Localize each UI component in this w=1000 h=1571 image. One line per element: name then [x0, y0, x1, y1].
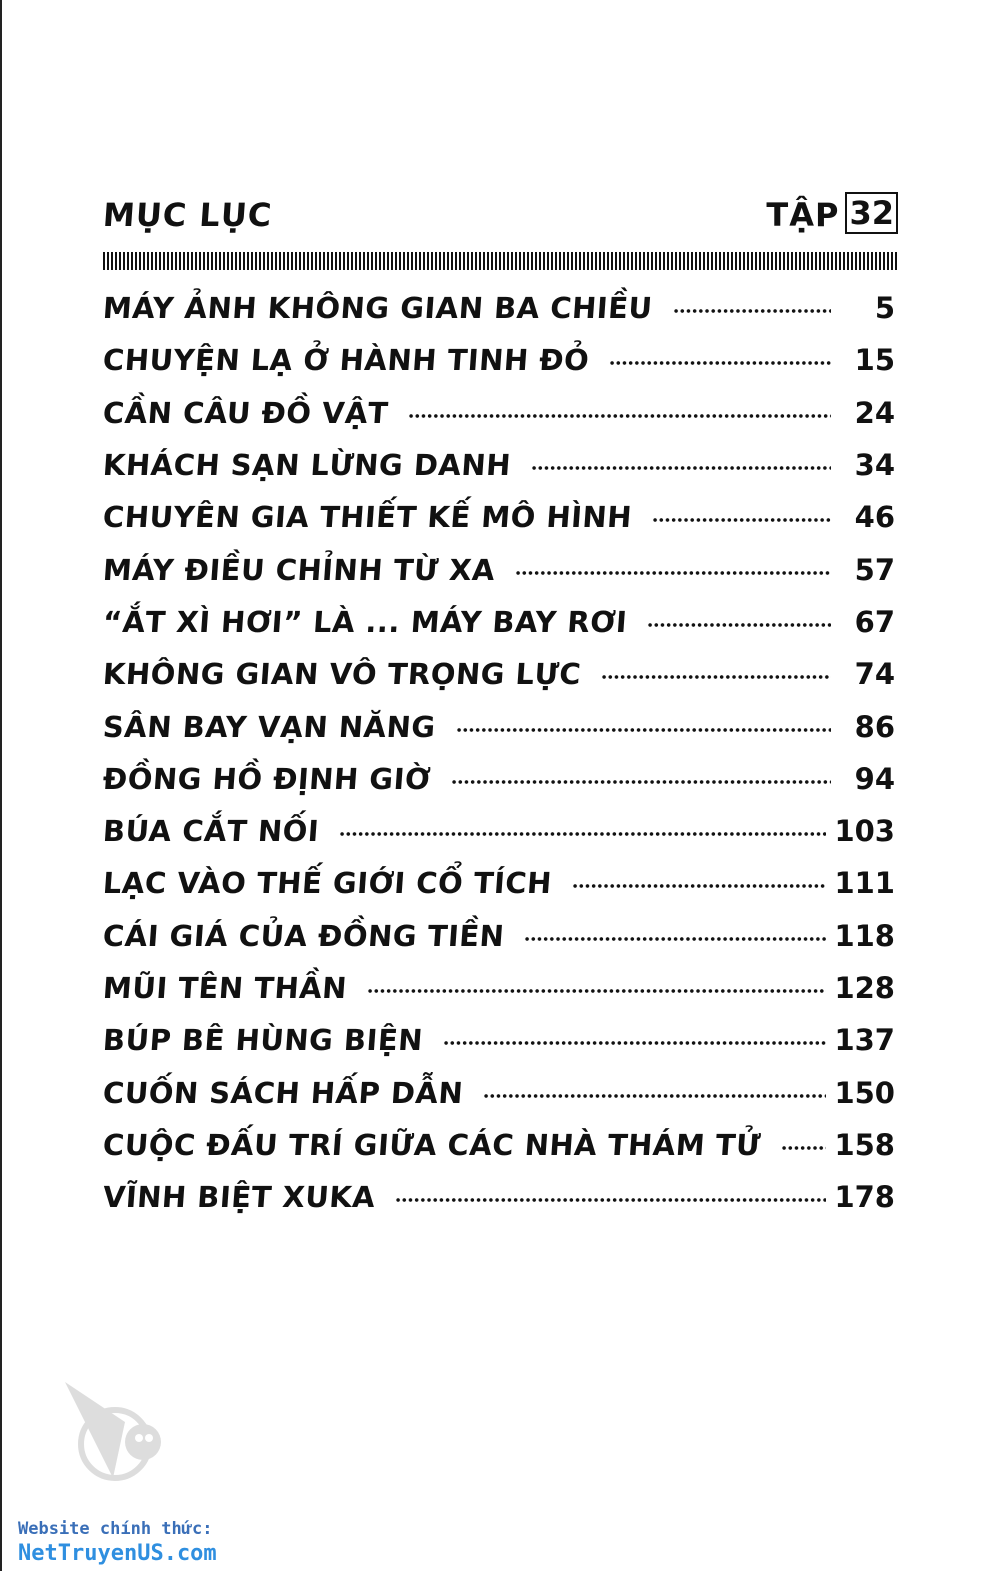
toc-entry-page-number: 128 [834, 971, 895, 1005]
toc-entry-title: CẦN CÂU ĐỒ VẬT [101, 395, 390, 430]
toc-entry-title: CHUYÊN GIA THIẾT KẾ MÔ HÌNH [101, 500, 634, 535]
toc-entry-page-number: 34 [854, 448, 895, 483]
toc-entry[interactable] [103, 910, 895, 962]
page-edge [0, 0, 2, 1571]
toc-entry-page-number: 137 [834, 1023, 895, 1058]
toc-entry[interactable] [103, 596, 895, 648]
toc-entry-page-number: 24 [854, 395, 895, 430]
toc-entry-title: CUỘC ĐẤU TRÍ GIỮA CÁC NHÀ THÁM TỬ [101, 1127, 762, 1162]
toc-leader-dots [408, 413, 831, 419]
footer-website-link[interactable]: NetTruyenUS.com [18, 1541, 217, 1566]
toc-entry[interactable] [103, 857, 895, 909]
toc-entry-page-number: 74 [854, 657, 895, 692]
toc-leader-dots [652, 517, 831, 523]
toc-entry-page-number: 57 [854, 552, 895, 587]
toc-leader-dots [339, 831, 826, 837]
toc-entry-page-number: 118 [834, 918, 895, 953]
table-of-contents [103, 282, 895, 1223]
volume-indicator [766, 192, 898, 234]
toc-entry-page-number: 111 [834, 866, 895, 901]
toc-leader-dots [515, 570, 831, 576]
toc-entry[interactable] [103, 282, 895, 334]
toc-entry[interactable] [103, 1014, 895, 1066]
footer-label: Website chính thức: [18, 1519, 213, 1539]
toc-entry[interactable] [103, 1171, 895, 1223]
toc-entry-page-number: 5 [874, 291, 895, 326]
toc-entry-title: CUỐN SÁCH HẤP DẪN [101, 1075, 465, 1110]
volume-number: 32 [845, 192, 898, 234]
toc-entry-title: KHÁCH SẠN LỪNG DANH [101, 448, 513, 483]
toc-entry-page-number: 103 [834, 814, 895, 849]
toc-entry[interactable] [103, 1066, 895, 1118]
toc-entry[interactable] [103, 334, 895, 386]
toc-entry-page-number: 178 [834, 1180, 895, 1215]
toc-leader-dots [456, 727, 831, 733]
toc-entry-page-number: 150 [834, 1075, 895, 1110]
website-footer [18, 1519, 217, 1566]
toc-entry-page-number: 94 [854, 761, 895, 796]
toc-leader-dots [531, 465, 831, 471]
toc-entry-title: ĐỒNG HỒ ĐỊNH GIỜ [101, 761, 432, 796]
toc-leader-dots [781, 1145, 827, 1151]
toc-leader-dots [524, 936, 826, 942]
toc-entry[interactable] [103, 1119, 895, 1171]
toc-leader-dots [673, 308, 831, 314]
page-title: MỤC LỤC [101, 196, 274, 234]
toc-entry[interactable] [103, 805, 895, 857]
toc-entry[interactable] [103, 700, 895, 752]
toc-entry-page-number: 67 [854, 604, 895, 639]
toc-entry-page-number: 46 [854, 500, 895, 535]
toc-leader-dots [609, 360, 831, 366]
watermark-logo-icon [55, 1382, 167, 1482]
toc-entry-title: MŨI TÊN THẦN [101, 971, 349, 1005]
toc-entry-page-number: 158 [834, 1127, 895, 1162]
toc-entry[interactable] [103, 753, 895, 805]
toc-leader-dots [443, 1040, 826, 1046]
toc-entry[interactable] [103, 439, 895, 491]
toc-entry[interactable] [103, 648, 895, 700]
toc-header [103, 192, 898, 240]
toc-entry-page-number: 86 [854, 709, 895, 744]
toc-leader-dots [451, 779, 831, 785]
toc-entry-title: LẠC VÀO THẾ GIỚI CỔ TÍCH [101, 866, 554, 901]
volume-label: TẬP [766, 196, 840, 234]
toc-leader-dots [367, 988, 826, 994]
toc-entry-page-number: 15 [854, 343, 895, 378]
toc-entry-title: MÁY ĐIỀU CHỈNH TỪ XA [101, 552, 497, 587]
toc-entry-title: MÁY ẢNH KHÔNG GIAN BA CHIỀU [101, 291, 654, 326]
toc-entry-title: CHUYỆN LẠ Ở HÀNH TINH ĐỎ [101, 343, 591, 378]
toc-entry-title: BÚA CẮT NỐI [101, 814, 321, 849]
toc-entry-title: BÚP BÊ HÙNG BIỆN [101, 1023, 425, 1058]
toc-entry[interactable] [103, 387, 895, 439]
toc-leader-dots [395, 1197, 826, 1203]
toc-entry-title: VĨNH BIỆT XUKA [101, 1180, 377, 1215]
toc-entry[interactable] [103, 543, 895, 595]
toc-entry[interactable] [103, 962, 895, 1014]
toc-leader-dots [601, 674, 831, 680]
toc-entry-title: CÁI GIÁ CỦA ĐỒNG TIỀN [101, 918, 506, 953]
toc-entry[interactable] [103, 491, 895, 543]
toc-leader-dots [483, 1093, 826, 1099]
toc-entry-title: SÂN BAY VẠN NĂNG [101, 709, 437, 744]
header-divider [103, 252, 898, 270]
toc-entry-title: KHÔNG GIAN VÔ TRỌNG LỰC [101, 657, 583, 692]
toc-leader-dots [572, 883, 827, 889]
toc-leader-dots [647, 622, 831, 628]
toc-entry-title: “ẮT XÌ HƠI” LÀ ... MÁY BAY RƠI [101, 604, 629, 639]
